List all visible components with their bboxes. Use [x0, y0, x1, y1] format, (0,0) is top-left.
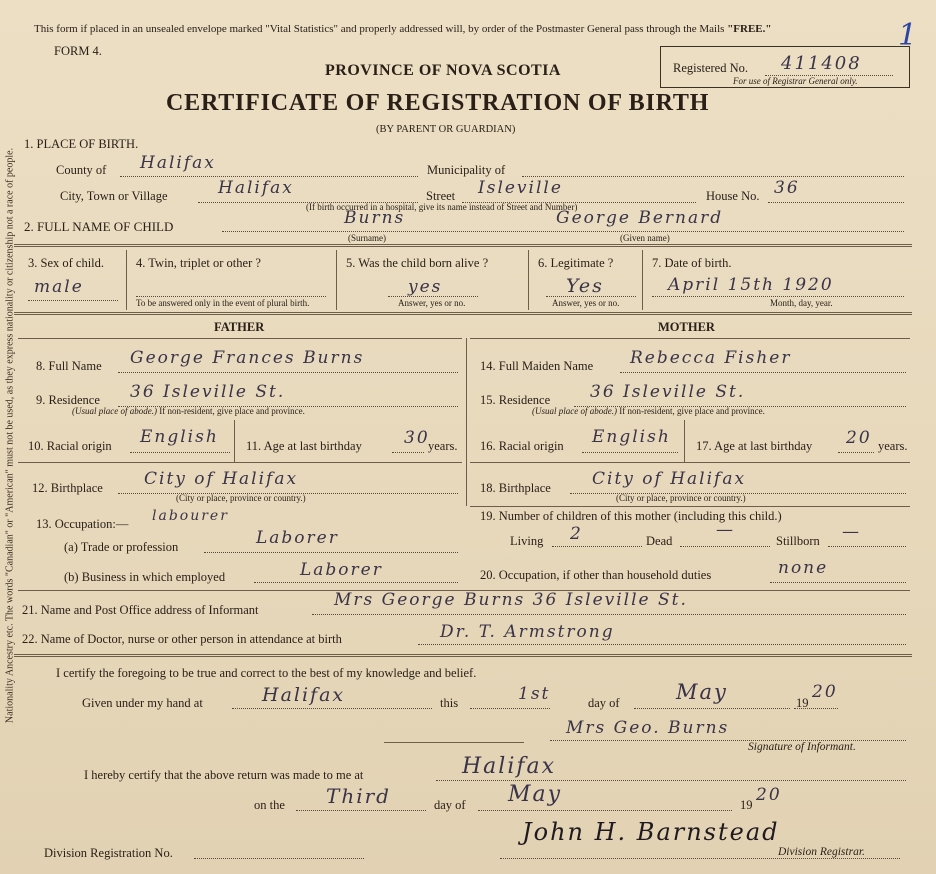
given-label: Given under my hand at	[82, 696, 203, 710]
father-age-years: years.	[428, 439, 458, 453]
legitimate-label: 6. Legitimate ?	[538, 256, 614, 270]
street-label: Street	[426, 189, 456, 203]
mother-occupation-value: none	[778, 558, 829, 578]
living-value: 2	[570, 524, 583, 544]
father-residence-value: 36 Isleville St.	[130, 382, 286, 402]
mother-birthplace-label: 18. Birthplace	[480, 481, 551, 495]
given-note: (Given name)	[620, 233, 670, 243]
page-title: CERTIFICATE OF REGISTRATION OF BIRTH	[166, 90, 710, 116]
attendant-label: 22. Name of Doctor, nurse or other person in attendance at birth	[22, 632, 342, 646]
attendant-value: Dr. T. Armstrong	[440, 622, 615, 642]
street-value: Isleville	[478, 178, 563, 198]
registrar-year-prefix: 19	[740, 798, 753, 812]
mother-name-value: Rebecca Fisher	[630, 348, 792, 368]
dead-label: Dead	[646, 534, 673, 548]
sidebar-instruction: Nationality Ancestry etc. The words "Canadian" or "American" must not be used, as they express nationality or citizenship not a race of people.	[4, 147, 16, 724]
county-value: Halifax	[140, 153, 216, 173]
form-number: FORM 4.	[54, 44, 102, 58]
mother-heading: MOTHER	[658, 320, 715, 334]
on-the-label: on the	[254, 798, 285, 812]
given-month: May	[676, 680, 728, 704]
birth-date-value: April 15th 1920	[668, 275, 834, 295]
children-count-label: 19. Number of children of this mother (including this child.)	[480, 509, 782, 523]
mother-racial-label: 16. Racial origin	[480, 439, 564, 453]
given-year: 20	[812, 682, 838, 702]
divider	[14, 312, 912, 315]
child-surname: Burns	[344, 208, 406, 228]
house-label: House No.	[706, 189, 760, 203]
mother-occupation-label: 20. Occupation, if other than household duties	[480, 568, 712, 582]
city-label: City, Town or Village	[60, 189, 168, 203]
dead-value: —	[716, 520, 735, 540]
plural-birth-note: To be answered only in the event of plural birth.	[136, 298, 310, 308]
house-value: 36	[774, 178, 800, 198]
child-given-name: George Bernard	[556, 208, 724, 228]
postal-notice: This form if placed in an unsealed envelope marked "Vital Statistics" and properly addressed will, by order of the Postmaster General pass through the Mails "FREE."	[34, 23, 772, 35]
informant-value: Mrs George Burns 36 Isleville St.	[334, 590, 688, 610]
city-value: Halifax	[218, 178, 294, 198]
sex-label: 3. Sex of child.	[28, 256, 105, 270]
informant-signature-label: Signature of Informant.	[748, 741, 856, 753]
child-name-label: 2. FULL NAME OF CHILD	[24, 219, 174, 234]
given-day: 1st	[518, 684, 551, 704]
father-birthplace-label: 12. Birthplace	[32, 481, 103, 495]
father-birthplace-value: City of Halifax	[144, 469, 299, 489]
place-of-birth-label: 1. PLACE OF BIRTH.	[24, 137, 139, 151]
registrar-year: 20	[756, 785, 782, 805]
plural-birth-label: 4. Twin, triplet or other ?	[136, 256, 261, 270]
registrar-day-of-label: day of	[434, 798, 466, 812]
living-label: Living	[510, 534, 544, 548]
registered-note: For use of Registrar General only.	[733, 76, 858, 86]
division-registration-label: Division Registration No.	[44, 846, 173, 860]
father-age-label: 11. Age at last birthday	[246, 439, 362, 453]
mother-birthplace-value: City of Halifax	[592, 469, 747, 489]
page-subtitle: (BY PARENT OR GUARDIAN)	[376, 124, 516, 135]
sex-value: male	[34, 277, 84, 297]
born-alive-note: Answer, yes or no.	[398, 298, 466, 308]
born-alive-value: yes	[408, 277, 443, 297]
born-alive-label: 5. Was the child born alive ?	[346, 256, 489, 270]
stillborn-value: —	[842, 522, 861, 542]
registered-label: Registered No.	[673, 61, 748, 75]
this-label: this	[440, 696, 459, 710]
hospital-note: (If birth occurred in a hospital, give its name instead of Street and Number)	[306, 202, 578, 212]
municipality-label: Municipality of	[427, 163, 506, 177]
registrar-place: Halifax	[462, 754, 557, 779]
registrar-certify-text: I hereby certify that the above return was made to me at	[84, 768, 364, 782]
father-business-value: Laborer	[300, 560, 383, 580]
father-occupation-value: labourer	[152, 508, 229, 524]
division-registrar-label: Division Registrar.	[778, 846, 865, 858]
father-birthplace-note: (City or place, province or country.)	[176, 493, 306, 503]
father-occupation-label: 13. Occupation:—	[36, 517, 129, 531]
mother-residence-label: 15. Residence	[480, 393, 551, 407]
father-trade-label: (a) Trade or profession	[64, 540, 179, 554]
birth-date-label: 7. Date of birth.	[652, 256, 732, 270]
father-heading: FATHER	[214, 320, 265, 334]
mother-age-label: 17. Age at last birthday	[696, 439, 813, 453]
birth-date-note: Month, day, year.	[770, 298, 833, 308]
certify-text: I certify the foregoing to be true and correct to the best of my knowledge and belief.	[56, 666, 477, 680]
mother-residence-note: (Usual place of abode.) If non-resident, give place and province.	[532, 406, 765, 416]
registered-box	[660, 46, 910, 88]
divider	[14, 244, 912, 247]
father-residence-label: 9. Residence	[36, 393, 100, 407]
father-racial-value: English	[140, 427, 219, 447]
surname-note: (Surname)	[348, 233, 386, 243]
informant-label: 21. Name and Post Office address of Informant	[22, 603, 259, 617]
mother-age-years: years.	[878, 439, 908, 453]
given-year-prefix: 19	[796, 696, 809, 710]
father-name-value: George Frances Burns	[130, 348, 365, 368]
father-trade-value: Laborer	[256, 528, 339, 548]
registered-number: 411408	[781, 53, 862, 74]
province-heading: PROVINCE OF NOVA SCOTIA	[325, 62, 561, 79]
mother-age-value: 20	[846, 428, 872, 448]
mother-birthplace-note: (City or place, province or country.)	[616, 493, 746, 503]
county-label: County of	[56, 163, 107, 177]
day-of-label: day of	[588, 696, 620, 710]
father-age-value: 30	[404, 428, 430, 448]
postal-free-label: "FREE."	[727, 23, 772, 35]
stillborn-label: Stillborn	[776, 534, 820, 548]
father-residence-note: (Usual place of abode.) If non-resident, give place and province.	[72, 406, 305, 416]
father-name-label: 8. Full Name	[36, 359, 102, 373]
mother-name-label: 14. Full Maiden Name	[480, 359, 594, 373]
legitimate-value: Yes	[566, 275, 604, 297]
mother-racial-value: English	[592, 427, 671, 447]
registrar-mark: 1	[898, 18, 920, 53]
mother-residence-value: 36 Isleville St.	[590, 382, 746, 402]
father-racial-label: 10. Racial origin	[28, 439, 112, 453]
divider	[14, 654, 912, 657]
father-business-label: (b) Business in which employed	[64, 570, 226, 584]
legitimate-note: Answer, yes or no.	[552, 298, 620, 308]
registrar-month: May	[508, 782, 563, 807]
given-place: Halifax	[262, 684, 346, 706]
informant-signature: Mrs Geo. Burns	[566, 718, 730, 738]
registrar-signature: John H. Barnstead	[522, 818, 780, 846]
registrar-day: Third	[326, 784, 391, 808]
